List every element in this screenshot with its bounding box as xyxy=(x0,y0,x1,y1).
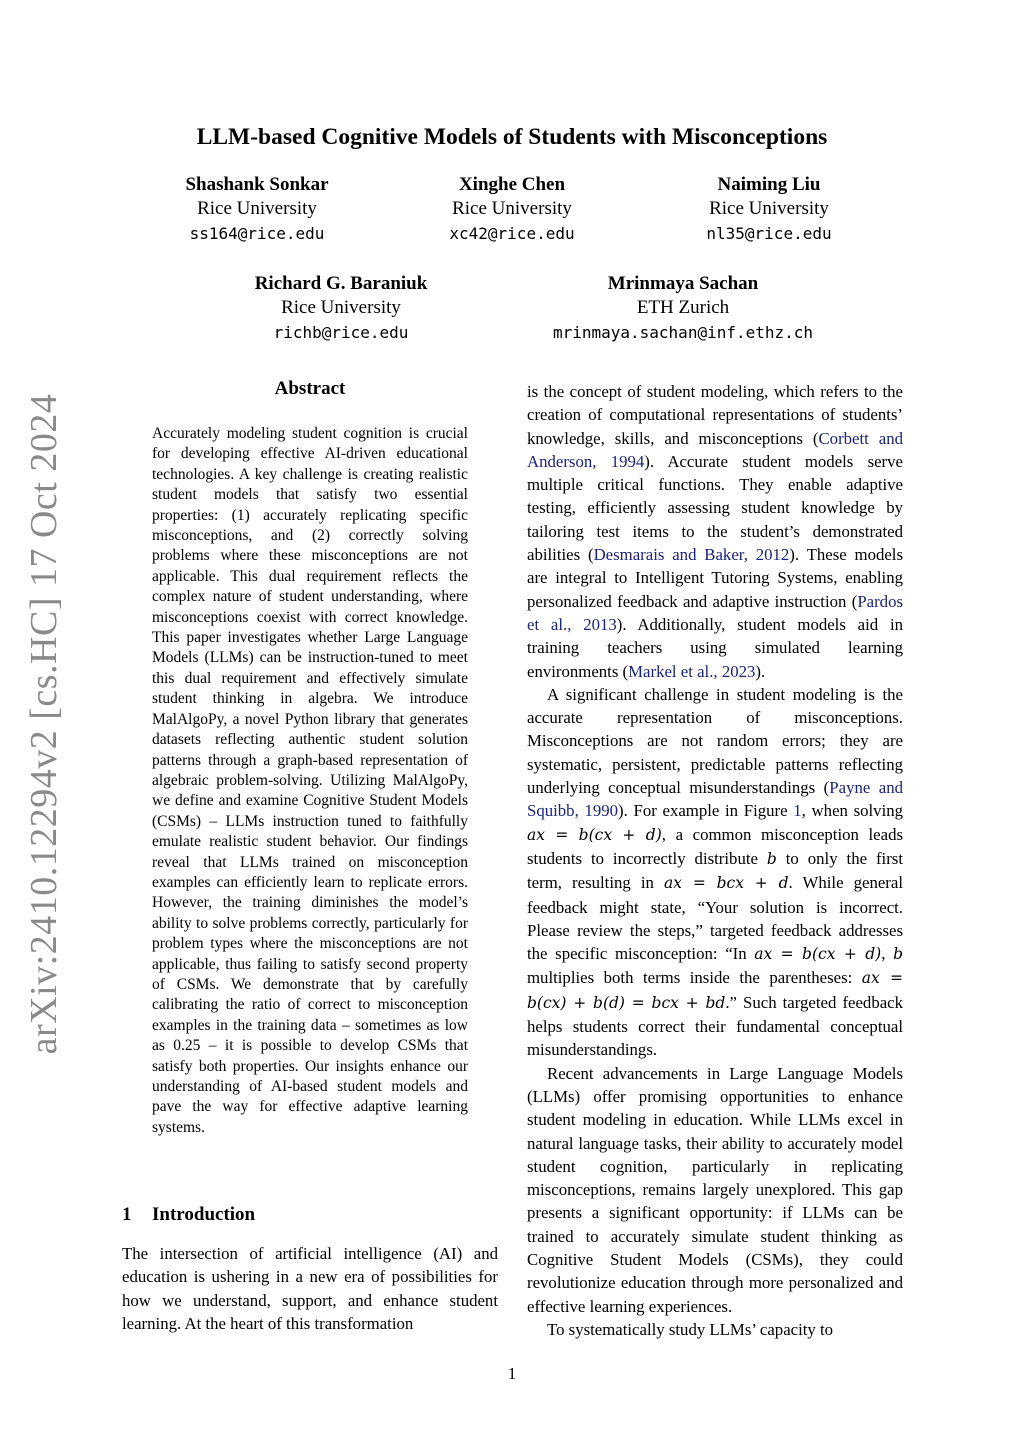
paragraph-llm-advancements: Recent advancements in Large Language Models (LLMs) offer promising opportunities to enhance student modeling in education. While LLMs excel in natural language tasks, their ability to accurately model student cognition, particularly in replicating misconceptions, remains largely unexplored. This gap presents a significant opportunity: if LLMs can be trained to accurately simulate student thinking as Cognitive Student Models (CSMs), they could revolutionize education through more personalized and effective learning experiences. xyxy=(527,1063,903,1316)
paragraph-misconceptions: A significant challenge in student modeling is the accurate representation of misconceptions. Misconceptions are not random errors; they are systematic, persistent, predictable patterns reflecting underlying conceptual misunderstandings (Payne and Squibb, 1990). For example in Figure 1, when solving ax = b(cx + d), a common misconception leads students to incorrectly distribute b to only the first term, resulting in ax = bcx + d. While general feedback might state, “Your solution is incorrect. Please review the steps,” targeted feedback addresses the specific misconception: “In ax = b(cx + d), b multiplies both terms inside the parentheses: ax = b(cx) + b(d) = bcx + bd.” Such targeted feedback helps students correct their fundamental conceptual misunderstandings. xyxy=(527,684,904,1060)
intro-paragraph: The intersection of artificial intelligence (AI) and education is ushering in a new era of possibilities for how we understand, support, and enhance student learning. At the heart of this transformation xyxy=(122,1244,498,1333)
author-affiliation: Rice University xyxy=(709,198,829,219)
abstract-text: Accurately modeling student cognition is crucial for developing effective AI-driven educational technologies. A key challenge is creating realistic student models that satisfy two essential properties: (1) accurately replicating specific misconceptions, and (2) correctly solving problems where these misconceptions are not applicable. This dual requirement reflects the complex nature of student understanding, where misconceptions coexist with correct knowledge. This paper investigates whether Large Language Models (LLMs) can be instruction-tuned to meet this dual requirement and effectively simulate student thinking in algebra. We introduce MalAlgoPy, a novel Python library that generates datasets reflecting authentic student solution patterns through a graph-based representation of algebraic problem-solving. Utilizing MalAlgoPy, we define and examine Cognitive Student Models (CSMs) – LLMs instruction tuned to faithfully emulate realistic student behavior. Our findings reveal that LLMs trained on misconception examples can efficiently learn to replicate errors. However, the training diminishes the model’s ability to solve problems correctly, particularly for problem types where the misconceptions are not applicable, thus failing to satisfy second property of CSMs. We demonstrate that by carefully calibrating the ratio of correct to misconception examples in the training data – sometimes as low as 0.25 – it is possible to develop CSMs that satisfy both properties. Our insights enhance our understanding of AI-based student models and pave the way for effective adaptive learning systems. xyxy=(152,425,468,1136)
author-affiliation: Rice University xyxy=(281,297,401,318)
math-expression: ax = bcx + d xyxy=(664,874,789,893)
abstract-heading: Abstract xyxy=(274,378,346,399)
author-name: Shashank Sonkar xyxy=(185,174,329,195)
arxiv-identifier-text: arXiv:2410.12294v2 [cs.HC] 17 Oct 2024 xyxy=(23,393,65,1055)
citation-link[interactable]: Markel et al., 2023 xyxy=(628,661,756,681)
author-email: richb@rice.edu xyxy=(273,323,409,342)
citation-link[interactable]: Desmarais and Baker, 2012 xyxy=(593,545,790,565)
citation-link[interactable]: Payne and Squibb, 1990 xyxy=(527,778,904,821)
paragraph-systematic-study: To systematically study LLMs’ capacity to xyxy=(547,1319,834,1339)
author-block xyxy=(533,271,833,345)
author-email: mrinmaya.sachan@inf.ethz.ch xyxy=(552,323,814,342)
section-number: 1 xyxy=(122,1204,132,1225)
paper-title: LLM-based Cognitive Models of Students with Misconceptions xyxy=(196,124,828,150)
author-block xyxy=(362,172,662,246)
author-email: nl35@rice.edu xyxy=(706,224,832,243)
author-affiliation: Rice University xyxy=(452,198,572,219)
section-title: Introduction xyxy=(152,1204,256,1225)
math-expression: ax = b(cx + d) xyxy=(527,825,662,844)
author-name: Richard G. Baraniuk xyxy=(254,273,428,294)
author-email: ss164@rice.edu xyxy=(189,224,325,243)
math-expression: ax = b(cx) + b(d) = bcx + bd xyxy=(527,969,903,1012)
author-email: xc42@rice.edu xyxy=(449,224,575,243)
citation-link[interactable]: Corbett and Anderson, 1994 xyxy=(527,428,903,471)
author-name: Mrinmaya Sachan xyxy=(607,273,759,294)
math-expression: b xyxy=(893,945,903,964)
figure-reference-link[interactable]: 1 xyxy=(793,801,802,821)
math-expression: ax = b(cx + d) xyxy=(754,945,882,964)
author-affiliation: Rice University xyxy=(197,198,317,219)
section-heading xyxy=(122,1204,255,1226)
right-column xyxy=(527,380,903,1341)
paragraph-student-modeling: is the concept of student modeling, which refers to the creation of computational representations of students’ knowledge, skills, and misconceptions (Corbett and Anderson, 1994). Accurate student models serve multiple critical functions. They enable adaptive testing, efficiently assessing student knowledge by tailoring test items to the student’s demonstrated abilities (Desmarais and Baker, 2012). These models are integral to Intelligent Tutoring Systems, enabling personalized feedback and adaptive instruction (Pardos et al., 2013). Additionally, student models aid in training teachers using simulated learning environments (Markel et al., 2023). xyxy=(527,382,903,681)
math-expression: b xyxy=(766,849,777,868)
author-block xyxy=(619,172,919,246)
author-name: Xinghe Chen xyxy=(458,174,566,195)
author-block xyxy=(191,271,491,345)
page-number: 1 xyxy=(507,1364,517,1383)
author-affiliation: ETH Zurich xyxy=(636,297,730,318)
author-name: Naiming Liu xyxy=(717,174,821,195)
citation-link[interactable]: Pardos et al., 2013 xyxy=(527,591,903,634)
